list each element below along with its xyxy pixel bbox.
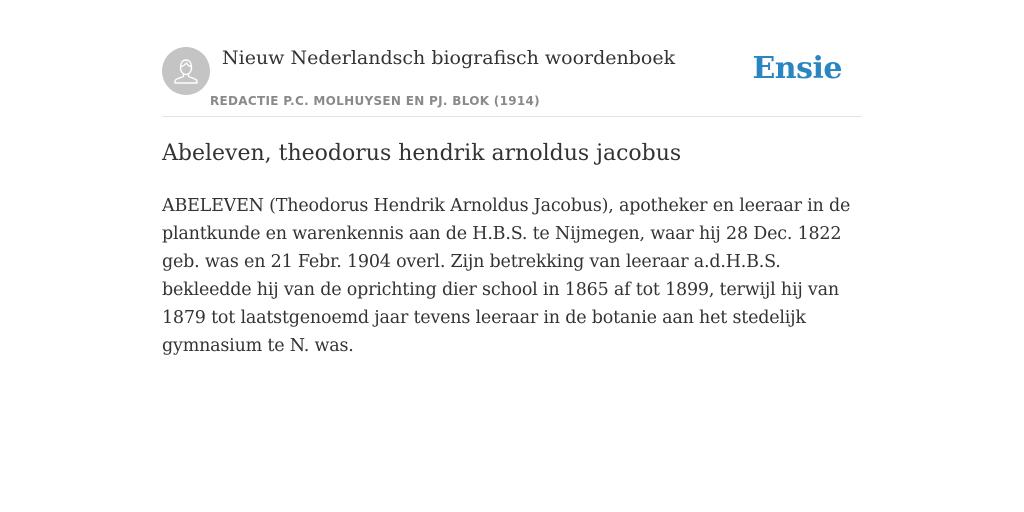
article-title: Abeleven, theodorus hendrik arnoldus jacobus [162, 141, 682, 166]
source-header [162, 0, 862, 117]
avatar[interactable] [162, 47, 210, 95]
source-title[interactable]: Nieuw Nederlandsch biografisch woordenboek [222, 47, 676, 69]
source-meta: REDACTIE P.C. MOLHUYSEN EN PJ. BLOK (1914) [210, 94, 540, 108]
article-body: ABELEVEN (Theodorus Hendrik Arnoldus Jacobus), apotheker en leeraar in de plantkunde en warenkennis aan de H.B.S. te Nijmegen, waar hij 28 Dec. 1822 geb. was en 21 Febr. 1904 overl. Zijn betrekking van leeraar a.d.H.B.S. bekleedde hij van de oprichting dier school in 1865 af tot 1899, terwijl hij van 1879 tot laatstgenoemd jaar tevens leeraar in de botanie aan het stedelijk gymnasium te N. was. [162, 196, 851, 356]
ensie-logo[interactable]: Ensie [752, 51, 842, 86]
person-silhouette-icon [162, 47, 210, 95]
